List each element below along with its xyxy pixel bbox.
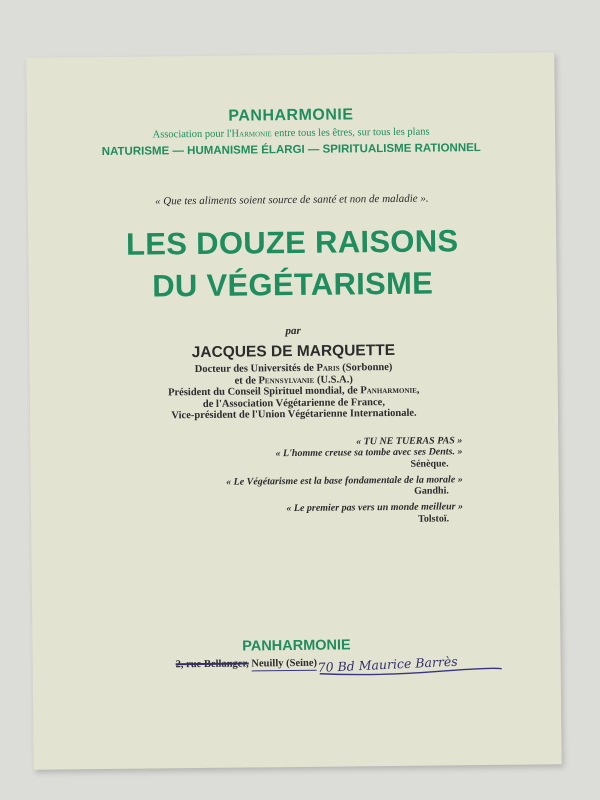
credential-line-3: Président du Conseil Spirituel mondial, de Panharmonie, bbox=[168, 384, 420, 399]
by-label: par bbox=[285, 324, 301, 338]
title-line-1: LES DOUZE RAISONS bbox=[125, 223, 459, 262]
quote-text: « L'homme creuse sa tombe avec ses Dents. » bbox=[275, 446, 463, 460]
quote-text: « Le premier pas vers un monde meilleur » bbox=[286, 501, 464, 515]
credential-line-4: de l'Association Végétarienne de France, bbox=[202, 396, 386, 410]
quote-text: « Le Végétarisme est la base fondamentale de la morale » bbox=[226, 474, 463, 488]
movements-line: NATURISME — HUMANISME ÉLARGI — SPIRITUALISME RATIONNEL bbox=[101, 142, 481, 158]
handwritten-text: 70 Bd Maurice Barrès bbox=[317, 653, 458, 676]
quotes-block bbox=[102, 435, 463, 528]
quote-author: Gandhi. bbox=[414, 485, 449, 497]
address-city: Neuilly (Seine) bbox=[251, 657, 318, 670]
quote-author: Tolstoï. bbox=[418, 513, 450, 525]
credential-line-1: Docteur des Universités de Paris (Sorbonne) bbox=[194, 361, 393, 376]
publisher-address bbox=[176, 658, 317, 670]
credential-line-2: et de Pennsylvanie (U.S.A.) bbox=[234, 373, 353, 387]
organization-name: PANHARMONIE bbox=[228, 106, 354, 125]
organization-tagline: Association pour l'Harmonie entre tous les êtres, sur tous les plans bbox=[152, 126, 430, 141]
handwritten-address-correction bbox=[316, 651, 506, 679]
struck-address: 2, rue Bellanger, bbox=[175, 658, 249, 671]
pamphlet-cover bbox=[26, 52, 561, 769]
credential-line-5: Vice-président de l'Union Végétarienne Internationale. bbox=[171, 408, 417, 422]
motto: « Que tes aliments soient source de santé et non de maladie ». bbox=[154, 192, 429, 208]
publisher-name: PANHARMONIE bbox=[242, 637, 351, 655]
author-name: JACQUES DE MARQUETTE bbox=[191, 341, 396, 362]
quote-author: Sénèque. bbox=[410, 457, 449, 470]
title-line-2: DU VÉGÉTARISME bbox=[152, 265, 434, 304]
quote-text: « TU NE TUERAS PAS » bbox=[356, 435, 463, 448]
author-credentials bbox=[30, 360, 559, 423]
